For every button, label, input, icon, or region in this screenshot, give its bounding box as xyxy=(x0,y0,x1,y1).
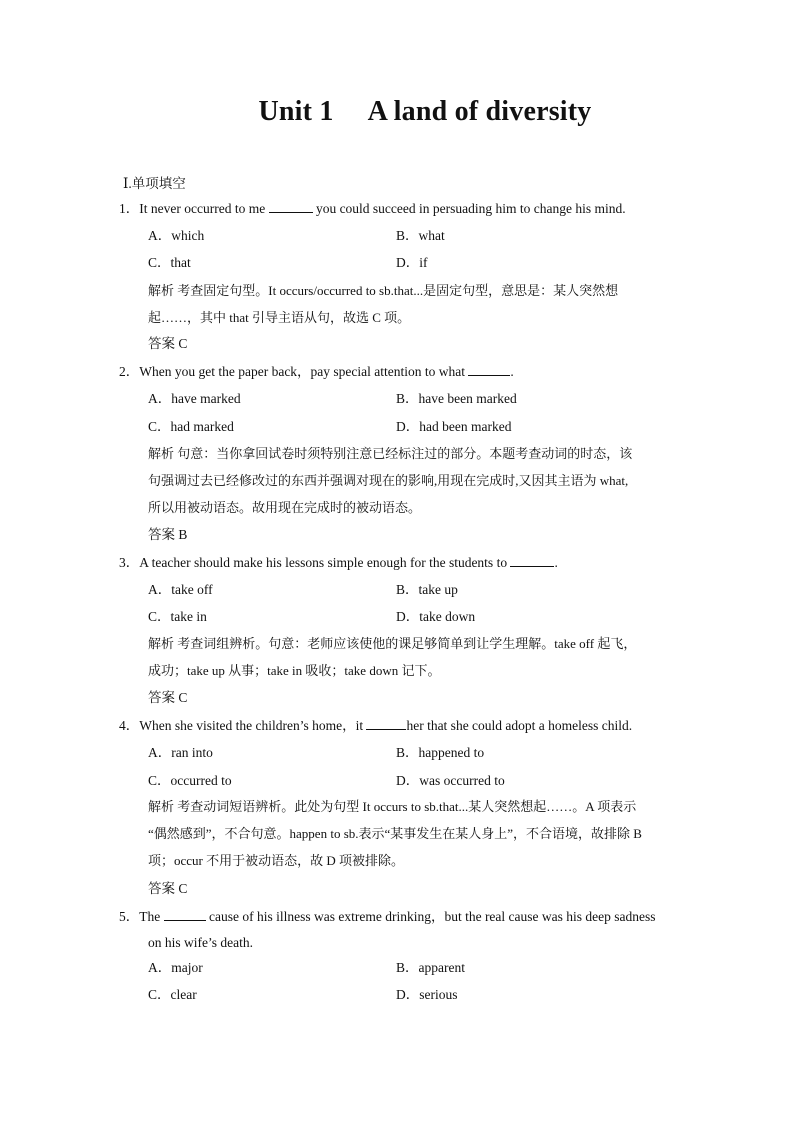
question-stem: 1．It never occurred to me you could succeed in persuading him to change his mind. xyxy=(119,201,626,216)
answer-blank xyxy=(164,908,206,921)
option-d: D．was occurred to xyxy=(396,773,505,788)
answer-blank xyxy=(269,200,313,213)
option-d: D．had been marked xyxy=(396,419,512,434)
option-c: C．had marked xyxy=(148,419,234,434)
option-b: B．apparent xyxy=(396,960,465,975)
option-d: D．serious xyxy=(396,987,458,1002)
option-c: C．occurred to xyxy=(148,773,232,788)
answer-blank xyxy=(468,363,510,376)
answer-blank xyxy=(366,717,406,730)
option-a: A．major xyxy=(148,960,203,975)
question-stem: 4．When she visited the children’s home，it her that she could adopt a homeless child. xyxy=(119,718,633,733)
option-c: C．that xyxy=(148,255,191,270)
explanation: 解析 考查动词短语辨析。此处为句型 It occurs to sb.that...某人突然想起……。A 项表示 “偶然感到”，不合句意。happen to sb.表示“某事发生在某人身上”，不合语境，故排除 B 项；occur 不用于被动语态，故 D 项被排除。 xyxy=(148,799,642,868)
option-d: D．take down xyxy=(396,609,476,624)
answer: 答案 C xyxy=(148,881,188,896)
question-stem: 5．The cause of his illness was extreme drinking，but the real cause was his deep sadness xyxy=(119,909,656,924)
option-d: D．if xyxy=(396,255,428,270)
explanation: 解析 考查固定句型。It occurs/occurred to sb.that...是固定句型，意思是：某人突然想 起……，其中 that 引导主语从句，故选 C 项。 xyxy=(148,283,619,325)
option-c: C．clear xyxy=(148,987,197,1002)
option-a: A．have marked xyxy=(148,391,241,406)
option-b: B．take up xyxy=(396,582,458,597)
question-stem-continuation: on his wife’s death. xyxy=(148,935,253,950)
question-stem: 3．A teacher should make his lessons simple enough for the students to . xyxy=(119,555,558,570)
section-heading: Ⅰ.单项填空 xyxy=(123,176,186,191)
option-b: B．what xyxy=(396,228,445,243)
answer: 答案 C xyxy=(148,690,188,705)
unit-name: A land of diversity xyxy=(367,96,592,127)
option-c: C．take in xyxy=(148,609,207,624)
option-b: B．have been marked xyxy=(396,391,517,406)
explanation: 解析 句意：当你拿回试卷时须特别注意已经标注过的部分。本题考查动词的时态，该 句强调过去已经修改过的东西并强调对现在的影响,用现在完成时,又因其主语为 what, 所以用被动语态。故用现在完成时的被动语态。 xyxy=(148,446,633,515)
option-a: A．take off xyxy=(148,582,213,597)
answer: 答案 C xyxy=(148,336,188,351)
answer-blank xyxy=(510,554,554,567)
explanation: 解析 考查词组辨析。句意：老师应该使他的课足够简单到让学生理解。take off 起飞， 成功；take up 从事；take in 吸收；take down 记下。 xyxy=(148,636,637,678)
answer: 答案 B xyxy=(148,527,188,542)
option-b: B．happened to xyxy=(396,745,485,760)
page-title xyxy=(0,96,794,128)
unit-label: Unit 1 xyxy=(258,96,334,127)
option-a: A．ran into xyxy=(148,745,213,760)
question-stem: 2．When you get the paper back，pay special attention to what . xyxy=(119,364,514,379)
option-a: A．which xyxy=(148,228,205,243)
